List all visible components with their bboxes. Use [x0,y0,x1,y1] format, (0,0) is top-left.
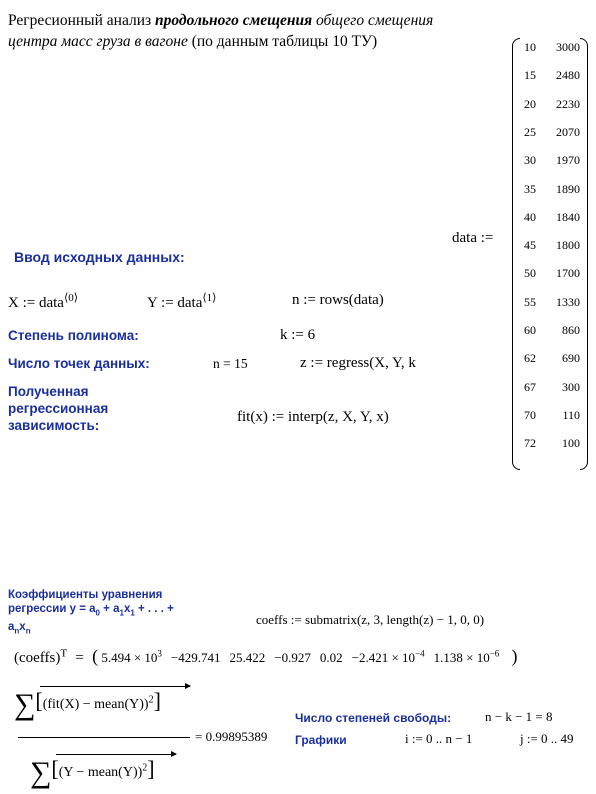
matrix-cell-y: 690 [562,351,580,366]
y-def-text: Y := data [147,295,203,311]
matrix-cell-y: 2230 [556,96,580,111]
matrix-row [512,153,588,177]
dof-value[interactable]: n − k − 1 = 8 [485,709,553,724]
matrix-row [512,436,588,460]
matrix-cell-x: 20 [524,96,536,111]
matrix-row [512,380,588,404]
title-part-5: (по данным таблицы 10 ТУ) [187,33,378,50]
degree-label: Степень полинома: [8,328,139,343]
matrix-cell-y: 2480 [556,68,580,83]
y-def-superscript: ⟨1⟩ [202,292,217,304]
bracket-close: ] [153,688,161,713]
page-title [8,10,433,52]
matrix-cell-x: 30 [524,153,536,168]
input-data-heading: Ввод исходных данных: [14,249,185,265]
vectorize-arrow-num [40,686,190,687]
matrix-cell-x: 25 [524,124,536,139]
matrix-row [512,351,588,375]
matrix-cell-x: 15 [524,68,536,83]
fraction-bar [18,737,190,738]
n-definition[interactable]: n := rows(data) [292,292,384,308]
r2-denominator [30,756,155,790]
k-definition[interactable]: k := 6 [280,327,316,343]
matrix-cell-y: 2070 [556,124,580,139]
bracket-open: [ [35,688,43,713]
dependency-label-3: зависимость: [8,418,100,433]
matrix-cell-x: 45 [524,238,536,253]
fit-definition[interactable]: fit(x) := interp(z, X, Y, x) [237,409,389,425]
title-part-2: продольного смещения [155,12,313,29]
sum-symbol-den: ∑ [30,756,52,789]
matrix-cell-x: 50 [524,266,536,281]
data-matrix[interactable] [512,38,588,470]
vectorize-arrow-den [56,754,176,755]
coeffs-transpose-lhs: (coeffs) [14,650,61,666]
z-definition[interactable]: z := regress(X, Y, k [300,355,416,371]
matrix-cell-y: 1800 [556,238,580,253]
r2-num-exp: 2 [148,694,154,706]
matrix-cell-x: 67 [524,379,536,394]
matrix-cell-y: 1700 [556,266,580,281]
coeff-value: 25.422 [229,650,266,665]
matrix-row [512,182,588,206]
r2-den-expr: (Y − mean(Y)) [58,765,143,780]
matrix-cell-y: 1970 [556,153,580,168]
matrix-cell-y: 1890 [556,181,580,196]
title-part-3: общего смещения [312,12,434,29]
graphs-label: Графики [295,733,347,747]
dependency-label-1: Полученная [8,384,89,399]
matrix-row [512,40,588,64]
matrix-cell-y: 860 [562,323,580,337]
coeff-value: −0.927 [274,650,311,665]
r2-value: = 0.99895389 [195,729,268,744]
coeff-value: $-2.421 \times 10^{-4}$ [351,648,425,665]
matrix-row [512,408,588,432]
coeff-value: 0.02 [319,650,343,665]
data-assign-label: data := [452,230,494,246]
matrix-cell-y: 1330 [556,294,580,309]
x-def-text: X := data [8,295,64,311]
matrix-cell-x: 40 [524,209,536,224]
x-def-superscript: ⟨0⟩ [63,292,79,304]
matrix-cell-y: 1840 [556,209,580,224]
matrix-row [512,295,588,319]
bracket-close-den: ] [147,756,155,781]
coeffs-close-paren: ) [511,646,518,666]
matrix-row [512,323,588,347]
coeffs-label-3: $a_nx_n$ [8,621,31,636]
coeffs-transpose-row[interactable] [14,646,518,667]
matrix-cell-x: 55 [524,294,536,309]
matrix-cell-y: 110 [562,407,580,422]
j-range[interactable]: j := 0 .. 49 [520,731,574,746]
x-definition[interactable] [8,291,78,312]
matrix-row [512,125,588,149]
coeffs-definition[interactable]: coeffs := submatrix(z, 3, length(z) − 1, 0, 0) [256,612,485,627]
matrix-row [512,238,588,262]
matrix-cell-x: 70 [524,407,536,422]
r2-num-expr: (fit(X) − mean(Y)) [42,697,149,712]
bracket-open-den: [ [51,756,59,781]
r2-den-exp: 2 [142,762,148,774]
matrix-cell-y: 300 [562,379,580,394]
matrix-cell-x: 72 [524,436,536,451]
matrix-cell-y: 3000 [556,40,580,54]
matrix-cell-x: 35 [524,181,536,196]
coeffs-label-1: Коэффициенты уравнения [8,589,163,601]
matrix-row [512,210,588,234]
npoints-label: Число точек данных: [8,356,150,371]
sum-symbol: ∑ [14,688,36,721]
i-range[interactable]: i := 0 .. n − 1 [405,731,473,746]
coeffs-equals: = [75,650,84,666]
matrix-cell-y: 100 [562,436,580,451]
matrix-row [512,266,588,290]
r2-numerator [14,688,161,722]
coeffs-label [8,588,174,639]
n-value: n = 15 [213,356,248,371]
matrix-cell-x: 62 [524,351,536,366]
coeffs-transpose-sup: T [60,647,68,660]
dof-label: Число степеней свободы: [295,711,452,725]
coeffs-open-paren: ( [92,646,99,666]
coeff-value: $5.494 \times 10^3$ [101,648,162,665]
coeff-value: $1.138 \times 10^{-6}$ [433,648,500,665]
matrix-row [512,68,588,92]
matrix-row [512,97,588,121]
matrix-cell-x: 10 [524,40,536,54]
coeffs-label-2: регрессии $y = a_0 + a_1x_1$ + . . . + [8,603,174,618]
title-part-4: центра масс груза в вагоне [8,33,188,50]
matrix-cell-x: 60 [524,323,536,337]
dependency-label [8,383,108,434]
y-definition[interactable] [147,291,216,312]
coeffs-values [101,650,508,665]
dependency-label-2: регрессионная [8,401,109,416]
coeff-value: −429.741 [170,650,221,665]
title-part-1: Регресионный анализ [8,12,155,29]
